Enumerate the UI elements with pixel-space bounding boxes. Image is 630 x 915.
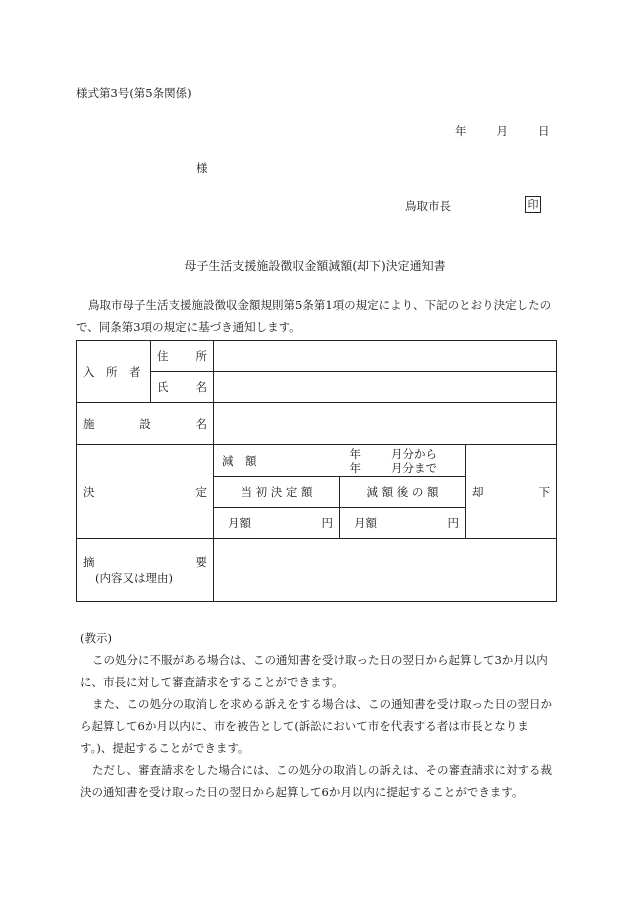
reduction-row: [77, 445, 557, 477]
address-label-2: 所: [195, 349, 207, 363]
summary-sub-label: (内容又は理由): [95, 571, 173, 585]
summary-label-2: 要: [195, 555, 207, 569]
recipient-suffix: 様: [196, 161, 208, 175]
notice-paragraph-1: この処分に不服がある場合は、この通知書を受け取った日の翌日から起算して3か月以内に、市長に対して審査請求をすることができます。: [80, 653, 548, 689]
address-label-cell: [151, 341, 214, 372]
name-label-cell: [151, 372, 214, 403]
issuer-name: 鳥取市長: [405, 199, 451, 213]
facility-label-3: 名: [195, 416, 207, 431]
rejection-label-2: 下: [538, 484, 551, 499]
date-day: 日: [538, 124, 550, 138]
reduction-period-cell: [340, 445, 466, 477]
decision-label-1: 決: [83, 484, 95, 499]
address-field[interactable]: [214, 341, 557, 372]
facility-field[interactable]: [214, 403, 557, 445]
date-year: 年: [455, 124, 467, 138]
instruction-notice: [80, 627, 556, 803]
period-from: 年 月分から: [349, 446, 437, 461]
initial-yen-label: 円: [321, 516, 333, 530]
reduction-label: 減 額: [222, 453, 257, 468]
facility-row: [77, 403, 557, 445]
summary-label-1: 摘: [83, 555, 95, 569]
date-line: [455, 123, 550, 139]
initial-amount-cell[interactable]: [214, 508, 340, 539]
document-title: 母子生活支援施設徴収金額減額(却下)決定通知書: [184, 259, 446, 273]
initial-monthly-label: 月額: [228, 516, 251, 530]
summary-field[interactable]: [214, 539, 557, 602]
notice-heading: (教示): [80, 631, 112, 645]
resident-label: 入 所 者: [83, 364, 141, 379]
date-month: 月: [496, 124, 508, 138]
address-label-1: 住: [157, 349, 169, 363]
seal-mark: 印: [525, 196, 541, 213]
address-row: [77, 341, 557, 372]
notice-paragraph-2: また、この処分の取消しを求める訴えをする場合は、この通知書を受け取った日の翌日から起算して6か月以内に、市を被告として(訴訟において市を代表する者は市長となります。)、提起することができます。: [80, 697, 552, 755]
rejection-cell: [466, 445, 557, 539]
period-to: 年 月分まで: [349, 460, 437, 475]
facility-label-cell: [77, 403, 214, 445]
decision-label-cell: [77, 445, 214, 539]
decision-label-2: 定: [195, 484, 207, 499]
form-number: 様式第3号(第5条関係): [76, 86, 192, 100]
name-label-2: 名: [195, 380, 207, 394]
decision-table: [76, 340, 557, 602]
reduced-monthly-label: 月額: [354, 516, 377, 530]
name-field[interactable]: [214, 372, 557, 403]
summary-row: [77, 539, 557, 602]
resident-label-cell: [77, 341, 151, 403]
summary-label-cell: [77, 539, 214, 602]
name-label-1: 氏: [157, 380, 169, 394]
initial-amount-header: 当 初 決 定 額: [214, 477, 340, 508]
reduced-yen-label: 円: [447, 516, 459, 530]
notice-paragraph-3: ただし、審査請求をした場合には、この処分の取消しの訴えは、その審査請求に対する裁決の通知書を受け取った日の翌日から起算して6か月以内に提起することができます。: [80, 763, 552, 799]
facility-label-2: 設: [139, 416, 151, 431]
facility-label-1: 施: [83, 416, 95, 431]
reduced-amount-header: 減 額 後 の 額: [340, 477, 466, 508]
intro-paragraph: 鳥取市母子生活支援施設徴収金額規則第5条第1項の規定により、下記のとおり決定したので、同条第3項の規定に基づき通知します。: [76, 298, 552, 334]
reduced-amount-cell[interactable]: [340, 508, 466, 539]
reduction-label-cell: [214, 445, 340, 477]
rejection-label-1: 却: [472, 484, 484, 499]
